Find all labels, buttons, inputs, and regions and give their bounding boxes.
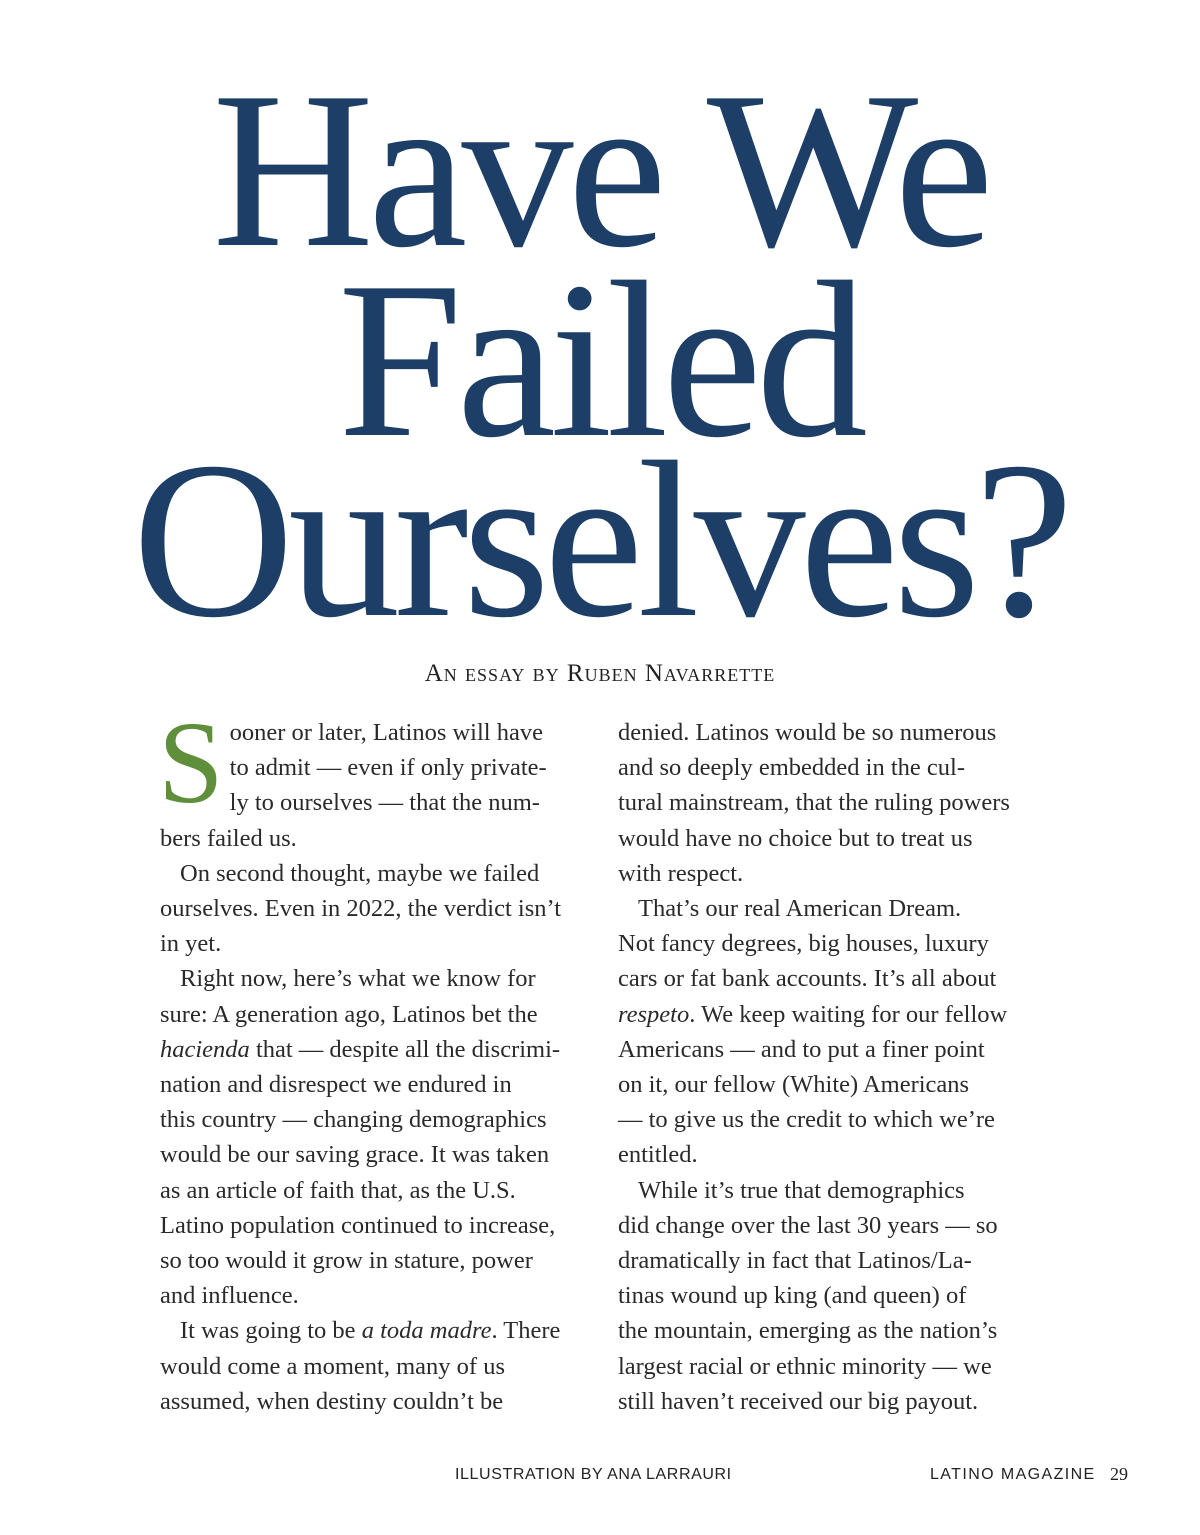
text-line: would come a moment, many of us: [160, 1352, 505, 1380]
text-line: would have no choice but to treat us: [618, 824, 973, 852]
italic-term: hacienda: [160, 1035, 250, 1063]
text-line: still haven’t received our big payout.: [618, 1387, 979, 1415]
text-line: the mountain, emerging as the nation’s: [618, 1317, 998, 1345]
text-line: and influence.: [160, 1282, 299, 1310]
text-line: dramatically in fact that Latinos/La-: [618, 1247, 972, 1275]
text-line: with respect.: [618, 859, 744, 887]
text-span: It was going to be: [180, 1317, 362, 1345]
text-line: as an article of faith that, as the U.S.: [160, 1176, 516, 1204]
text-line: Latino population continued to increase,: [160, 1211, 556, 1239]
text-line: On second thought, maybe we failed: [180, 859, 540, 887]
article-column-2: [618, 715, 1048, 1419]
text-line: bers failed us.: [160, 824, 297, 852]
text-line: tinas wound up king (and queen) of: [618, 1282, 967, 1310]
text-line: While it’s true that demographics: [638, 1176, 965, 1204]
text-line: That’s our real American Dream.: [638, 895, 962, 923]
text-line: Right now, here’s what we know for: [180, 965, 536, 993]
text-line: cars or fat bank accounts. It’s all about: [618, 965, 997, 993]
headline-text-2: Failed: [338, 236, 862, 484]
text-line: nation and disrespect we endured in: [160, 1071, 512, 1099]
text-line: sure: A generation ago, Latinos bet the: [160, 1000, 538, 1028]
text-line: ourselves. Even in 2022, the verdict isn’t: [160, 895, 561, 923]
text-line: tural mainstream, that the ruling powers: [618, 789, 1010, 817]
text-line: ly to ourselves — that the num-: [229, 789, 540, 817]
text-line: [160, 1032, 590, 1067]
text-line: in yet.: [160, 930, 222, 958]
text-span: . We keep waiting for our fellow: [689, 1000, 1008, 1028]
italic-term: respeto: [618, 1000, 690, 1028]
text-line: Not fancy degrees, big houses, luxury: [618, 930, 989, 958]
text-line: — to give us the credit to which we’re: [618, 1106, 995, 1134]
text-line: largest racial or ethnic minority — we: [618, 1352, 992, 1380]
text-line: and so deeply embedded in the cul-: [618, 754, 965, 782]
headline-line-3: [0, 416, 1200, 664]
headline-text-1: Have We: [212, 46, 988, 294]
text-line: this country — changing demographics: [160, 1106, 547, 1134]
headline-text-3: Ourselves?: [132, 416, 1068, 664]
illustration-credit: ILLUSTRATION BY ANA LARRAURI: [455, 1466, 732, 1483]
byline: An essay by Ruben Navarrette: [424, 660, 776, 687]
text-line: to admit — even if only private-: [229, 754, 547, 782]
text-line: did change over the last 30 years — so: [618, 1211, 998, 1239]
drop-cap: S: [158, 697, 224, 828]
text-line: [618, 997, 1048, 1032]
magazine-name: LATINO MAGAZINE: [930, 1466, 1096, 1483]
text-line: denied. Latinos would be so numerous: [618, 719, 997, 746]
text-span: . There: [491, 1317, 561, 1345]
italic-term: a toda madre: [361, 1317, 492, 1345]
text-span: that — despite all the discrimi-: [249, 1035, 561, 1063]
article-column-1: [158, 697, 590, 1419]
text-line: on it, our fellow (White) Americans: [618, 1071, 970, 1099]
text-line: Americans — and to put a finer point: [618, 1035, 985, 1063]
page-number: 29: [1110, 1464, 1128, 1484]
text-line: entitled.: [618, 1141, 698, 1169]
text-line: would be our saving grace. It was taken: [160, 1141, 550, 1169]
text-line: assumed, when destiny couldn’t be: [160, 1387, 504, 1415]
text-line: [160, 1313, 590, 1348]
text-line: so too would it grow in stature, power: [160, 1247, 533, 1275]
text-line: ooner or later, Latinos will have: [229, 719, 543, 746]
